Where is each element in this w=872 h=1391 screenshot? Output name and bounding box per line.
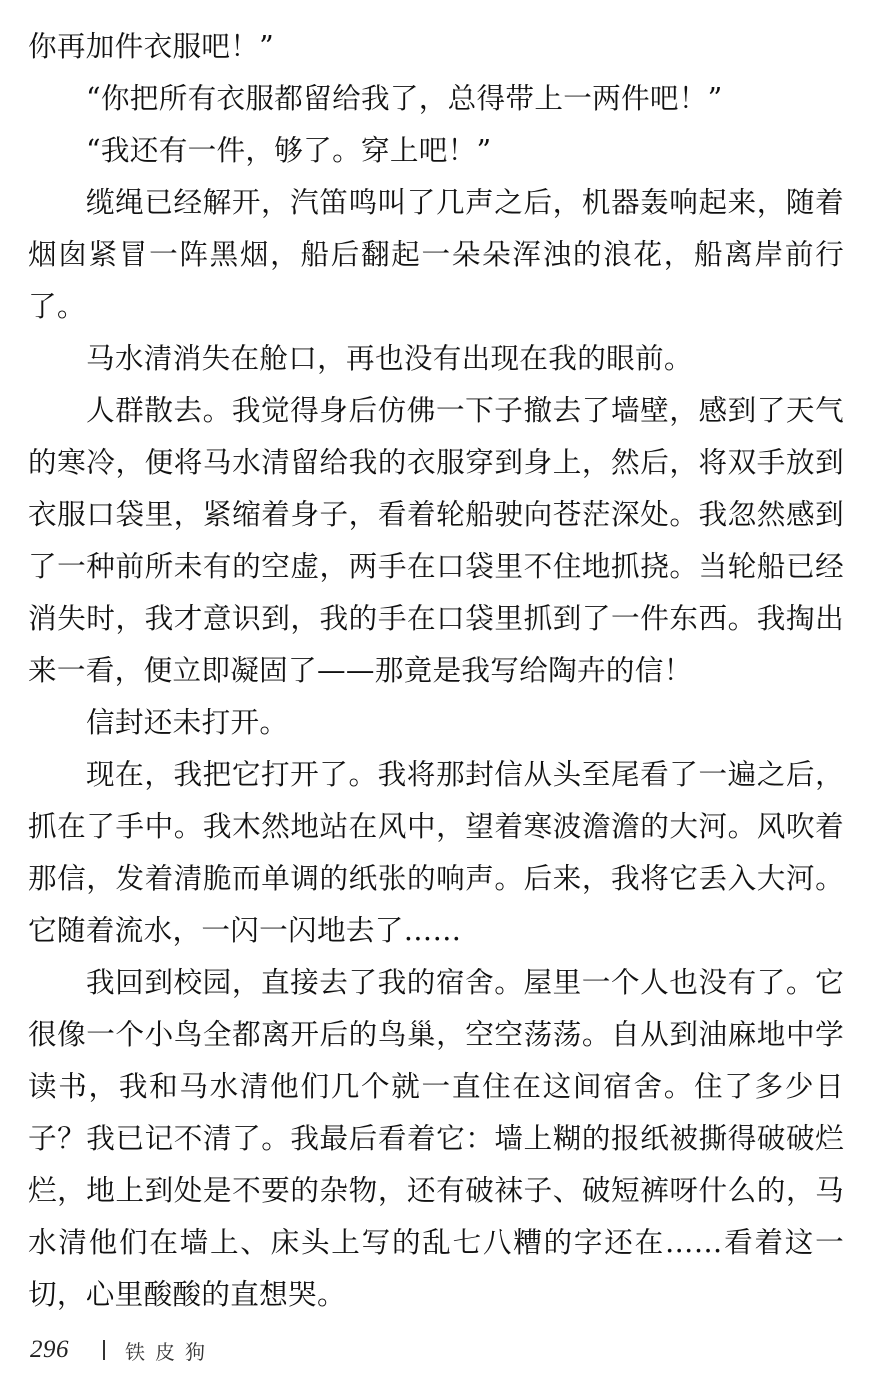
page-footer (30, 1334, 215, 1366)
book-page-body (28, 20, 844, 1320)
footer-divider (103, 1340, 105, 1360)
page-number: 296 (30, 1336, 69, 1363)
paragraph-9: 我回到校园，直接去了我的宿舍。屋里一个人也没有了。它很像一个小鸟全都离开后的鸟巢，空空荡荡。自从到油麻地中学读书，我和马水清他们几个就一直住在这间宿舍。住了多少日子？我已记不清了。我最后看着它：墙上糊的报纸被撕得破破烂烂，地上到处是不要的杂物，还有破袜子、破短裤呀什么的，马水清他们在墙上、床头上写的乱七八糟的字还在……看着这一切，心里酸酸的直想哭。 (28, 965, 844, 1311)
book-title: 铁皮狗 (125, 1339, 215, 1364)
paragraph-6: 人群散去。我觉得身后仿佛一下子撤去了墙壁，感到了天气的寒冷，便将马水清留给我的衣服穿到身上，然后，将双手放到衣服口袋里，紧缩着身子，看着轮船驶向苍茫深处。我忽然感到了一种前所未有的空虚，两手在口袋里不住地抓挠。当轮船已经消失时，我才意识到，我的手在口袋里抓到了一件东西。我掏出来一看，便立即凝固了——那竟是我写给陶卉的信！ (28, 393, 844, 687)
paragraph-1: 你再加件衣服吧！” (28, 29, 275, 63)
paragraph-8: 现在，我把它打开了。我将那封信从头至尾看了一遍之后，抓在了手中。我木然地站在风中，望着寒波澹澹的大河。风吹着那信，发着清脆而单调的纸张的响声。后来，我将它丢入大河。它随着流水，一闪一闪地去了…… (28, 757, 844, 947)
paragraph-7: 信封还未打开。 (86, 705, 289, 739)
paragraph-5: 马水清消失在舱口，再也没有出现在我的眼前。 (86, 341, 693, 375)
paragraph-3: “我还有一件，够了。穿上吧！” (86, 133, 492, 167)
paragraph-2: “你把所有衣服都留给我了，总得带上一两件吧！” (86, 81, 723, 115)
paragraph-4: 缆绳已经解开，汽笛鸣叫了几声之后，机器轰响起来，随着烟囱紧冒一阵黑烟，船后翻起一朵朵浑浊的浪花，船离岸前行了。 (28, 185, 844, 323)
